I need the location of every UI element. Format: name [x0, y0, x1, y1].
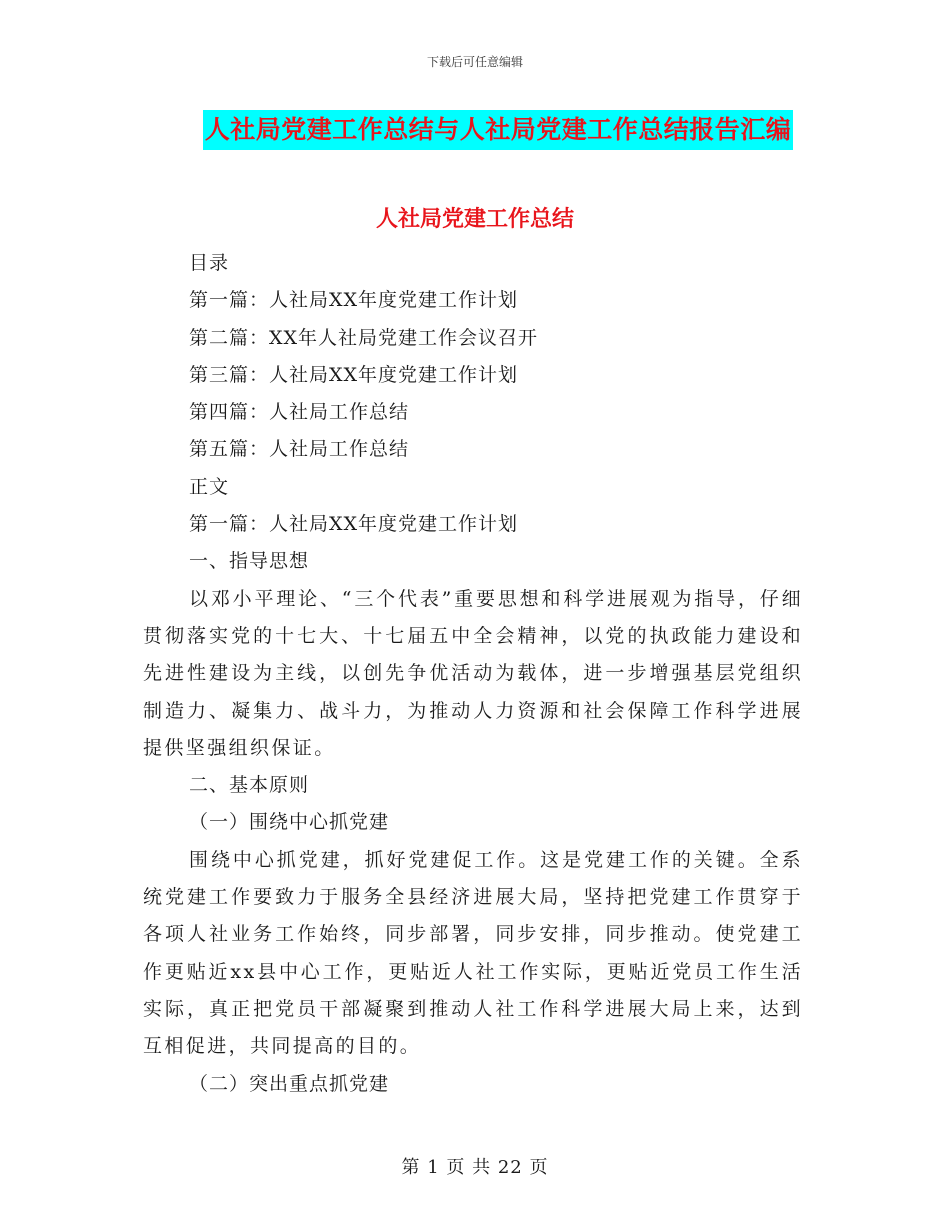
- paragraph: 围绕中心抓党建，抓好党建促工作。这是党建工作的关键。全系统党建工作要致力于服务全县经济进展大局，坚持把党建工作贯穿于各项人社业务工作始终，同步部署，同步安排，同步推动。使党建工作更贴近xx县中心工作，更贴近人社工作实际，更贴近党员工作生活实际，真正把党员干部凝聚到推动人社工作科学进展大局上来，达到互相促进，共同提高的目的。: [143, 848, 803, 1058]
- subsection-title: （一）围绕中心抓党建: [189, 811, 390, 834]
- document-content: [143, 245, 803, 1103]
- toc-item: 第四篇：人社局工作总结: [189, 401, 410, 424]
- article-title: 第一篇：人社局XX年度党建工作计划: [189, 513, 519, 536]
- sub-title: 人社局党建工作总结: [375, 206, 574, 232]
- toc-heading: 目录: [189, 252, 230, 274]
- toc-item: 第一篇：人社局XX年度党建工作计划: [189, 289, 519, 312]
- main-title: 人社局党建工作总结与人社局党建工作总结报告汇编: [203, 110, 794, 150]
- header-note: 下载后可任意编辑: [426, 55, 523, 69]
- subsection-title: （二）突出重点抓党建: [189, 1072, 390, 1095]
- body-heading: 正文: [189, 475, 230, 498]
- main-title-container: [0, 110, 950, 150]
- toc-item: 第二篇：XX年人社局党建工作会议召开: [189, 326, 539, 349]
- table-of-contents: [143, 245, 803, 469]
- paragraph: 以邓小平理论、“三个代表”重要思想和科学进展观为指导，仔细贯彻落实党的十七大、十七届五中全会精神，以党的执政能力建设和先进性建设为主线，以创先争优活动为载体，进一步增强基层党组织制造力、凝集力、战斗力，为推动人力资源和社会保障工作科学进展提供坚强组织保证。: [143, 587, 803, 759]
- page-number: 第 1 页 共 22 页: [401, 1157, 549, 1178]
- toc-item: 第三篇：人社局XX年度党建工作计划: [189, 363, 519, 386]
- section-title: 二、基本原则: [189, 774, 310, 797]
- toc-item: 第五篇：人社局工作总结: [189, 438, 410, 461]
- section-title: 一、指导思想: [189, 550, 310, 573]
